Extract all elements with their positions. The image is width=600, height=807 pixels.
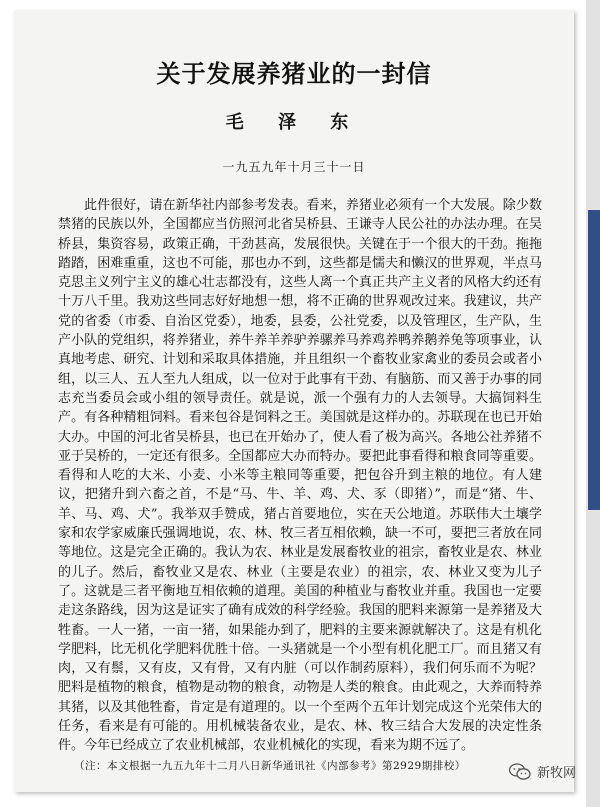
letter-body: 此件很好，请在新华社内部参考发表。看来，养猪业必须有一个大发展。除少数禁猪的民族以外，全国都应当仿照河北省吴桥县、王谦寺人民公社的办法办理。在吴桥县，集资容易，政策正确，干劲甚高，发展很快。关键在于一个很大的干劲。拖拖踏踏，困难重重，这也不可能，那也办不到，这些都是懦夫和懒汉的世界观，半点马克思主义列宁主义的雄心壮志都没有，这些人离一个真正共产主义者的风格大约还有十万八千里。我劝这些同志好好地想一想，将不正确的世界观改过来。我建议，共产党的省委（市委、自治区党委），地委，县委，公社党委，以及管理区，生产队，生产小队的党组织，将养猪业，养牛养羊养驴养骡养马养鸡养鸭养鹅养兔等项事业，认真地考虑、研究、计划和采取具体措施，并且组织一个畜牧业家禽业的委员会或者小组，以三人、五人至九人组成，以一位对于此事有干劲、有脑筋、而又善于办事的同志充当委员会或小组的领导责任。就是说，派一个强有力的人去领导。大搞饲料生产。有各种精粗饲料。看来包谷是饲料之王。美国就是这样办的。苏联现在也已开始大办。中国的河北省吴桥县，也已在开始办了，使人看了极为高兴。各地公社养猪不亚于吴桥的，一定还有很多。全国都应大办而特办。要把此事看得和粮食同等重要。看得和人吃的大米、小麦、小米等主粮同等重要，把包谷升到主粮的地位。有人建议，把猪升到六畜之首，不是“马、牛、羊、鸡、犬、豕（即猪）”，而是“猪、牛、羊、马、鸡、犬”。我举双手赞成，猪占首要地位，实在天公地道。苏联伟大土壤学家和农学家威廉氏强调地说，农、林、牧三者互相依赖，缺一不可，要把三者放在同等地位。这是完全正确的。我认为农、林业是发展畜牧业的祖宗，畜牧业是农、林业的儿子。然后，畜牧业又是农、林业（主要是农业）的祖宗，农、林业又变为儿子了。这就是三者平衡地互相依赖的道理。美国的种植业与畜牧业并重。我国也一定要走这条路线，因为这是证实了确有成效的科学经验。我国的肥料来源第一是养猪及大牲畜。一人一猪，一亩一猪，如果能办到了，肥料的主要来源就解决了。这是有机化学肥料，比无机化学肥料优胜十倍。一头猪就是一个小型有机化肥工厂。而且猪又有肉，又有鬃，又有皮，又有骨，又有内脏（可以作制药原料），我们何乐而不为呢？肥料是植物的粮食，植物是动物的粮食，动物是人类的粮食。由此观之，大养而特养其猪，以及其他牲畜，肯定是有道理的。以一个至两个五年计划完成这个光荣伟大的任务，看来是有可能的。用机械装备农业，是农、林、牧三结合大发展的决定性条件。今年已经成立了农业机械部，农业机械化的实现，看来为期不远了。 bbox=[58, 198, 542, 754]
spine-accent-bar bbox=[588, 210, 600, 510]
source-watermark bbox=[509, 762, 576, 781]
author-name: 毛 泽 东 bbox=[225, 112, 363, 133]
footnote: （注：本文根据一九五九年十二月八日新华通讯社《内部参考》第2929期排校） bbox=[74, 760, 466, 772]
document-title: 关于发展养猪业的一封信 bbox=[156, 60, 432, 88]
wechat-icon bbox=[509, 763, 531, 781]
document-page bbox=[14, 10, 574, 792]
watermark-label: 新牧网 bbox=[536, 766, 576, 781]
document-date: 一九五九年十月三十一日 bbox=[222, 160, 366, 174]
